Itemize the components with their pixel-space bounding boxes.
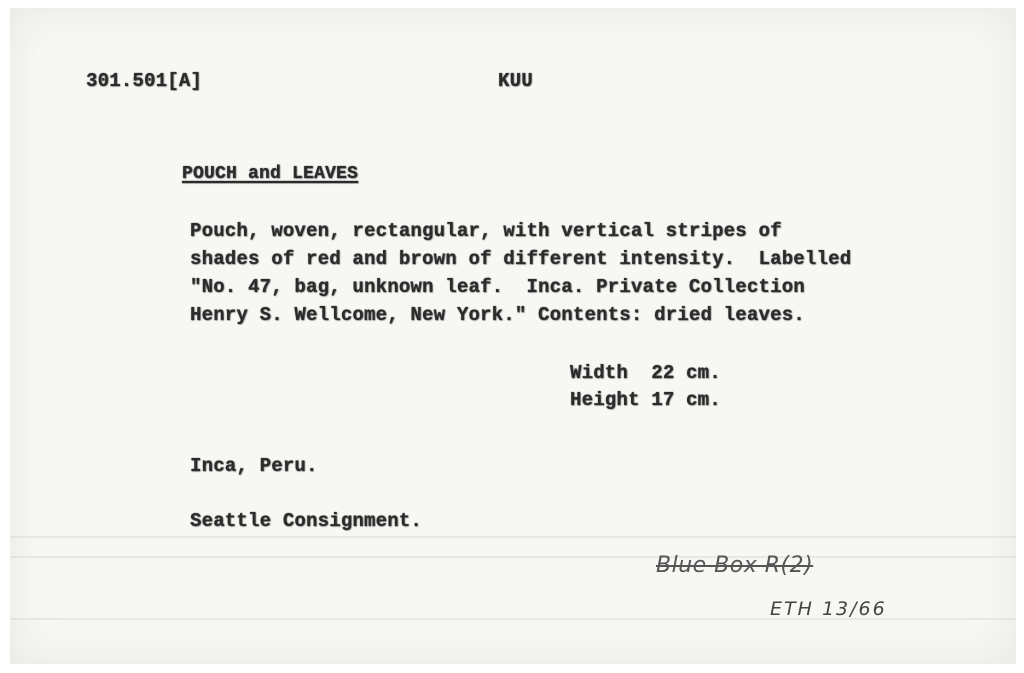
handwritten-box-note: Blue Box R(2) [656,553,814,578]
handwritten-accession: ETH 13/66 [770,598,887,620]
description-line: Henry S. Wellcome, New York." Contents: dried leaves. [190,304,805,326]
ghost-line [10,536,1016,538]
ghost-line [10,556,1016,558]
collection-code: KUU [498,70,533,92]
origin: Inca, Peru. [190,455,318,477]
height-dimension: Height 17 cm. [570,389,721,411]
width-dimension: Width 22 cm. [570,362,721,384]
catalog-card [10,8,1016,664]
item-title: POUCH and LEAVES [182,164,359,184]
description-line: "No. 47, bag, unknown leaf. Inca. Private Collection [190,276,805,298]
consignment: Seattle Consignment. [190,510,423,532]
catalog-number: 301.501[A] [86,70,203,92]
description-line: Pouch, woven, rectangular, with vertical stripes of [190,220,782,242]
description-line: shades of red and brown of different intensity. Labelled [190,248,852,270]
